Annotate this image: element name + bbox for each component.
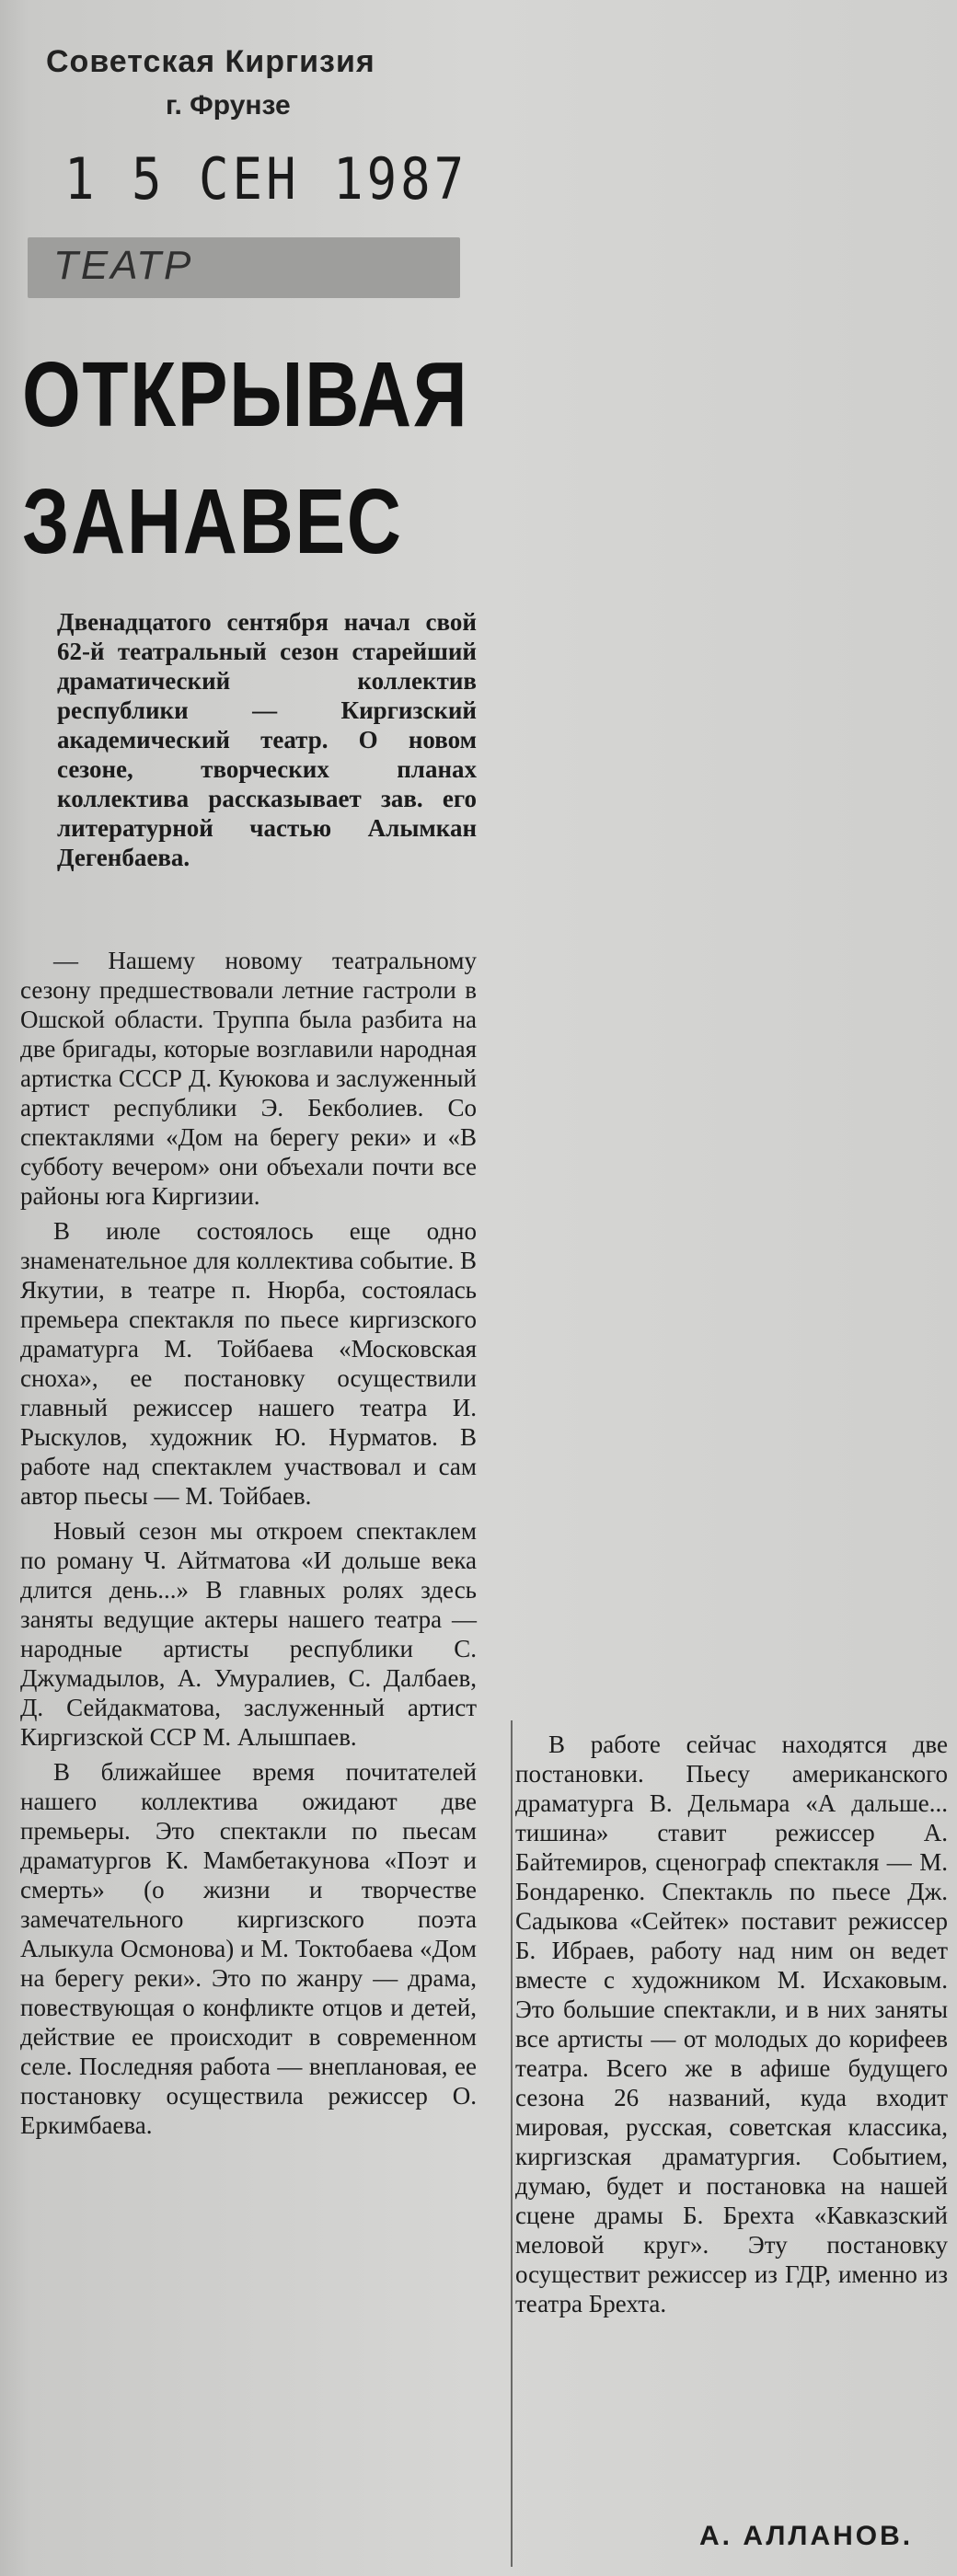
rubric-label: ТЕАТР: [53, 243, 194, 288]
article-body-right: [515, 1730, 948, 2318]
newspaper-city: г. Фрунзе: [166, 90, 291, 121]
article-headline: [22, 331, 469, 585]
lead-paragraph: Двенадцатого сентября начал свой 62-й театральный сезон старейший драматический коллектив республики — Киргизский академический театр. О новом сезоне, творческих планах коллектива рассказывает зав. его литературной частью Алымкан Дегенбаева.: [57, 608, 477, 871]
body-paragraph: В работе сейчас находятся две постановки. Пьесу американского драматурга В. Дельмара «А дальше... тишина» ставит режиссер А. Байтемиров, сценограф спектакля — М. Бондаренко. Спектакль по пьесе Дж. Садыкова «Сейтек» поставит режиссер Б. Ибраев, работу над ним он ведет вместе с художником М. Исхаковым. Это большие спектакли, и в них заняты все артисты — от молодых до корифеев театра. Всего же в афише будущего сезона 26 названий, куда входит мировая, русская, советская классика, киргизская драматургия. Событием, думаю, будет и постановка на нашей сцене драмы Б. Брехта «Кавказский меловой круг». Эту постановку осуществит режиссер из ГДР, именно из театра Брехта.: [515, 1731, 948, 2317]
newspaper-title: Советская Киргизия: [46, 44, 375, 79]
headline-line-1: ОТКРЫВАЯ: [22, 343, 469, 446]
author-signature: А. АЛЛАНОВ.: [699, 2521, 914, 2551]
headline-line-2: ЗАНАВЕС: [22, 470, 403, 573]
body-paragraph: Новый сезон мы откроем спектаклем по роману Ч. Айтматова «И дольше века длится день...» В главных ролях здесь заняты ведущие актеры нашего театра — народные артисты республики С. Джумадылов, А. Умуралиев, С. Далбаев, Д. Сейдакматова, заслуженный артист Киргизской ССР М. Алышпаев.: [20, 1517, 477, 1751]
article-lead: [20, 607, 477, 878]
article-body-left: [20, 946, 477, 2145]
article-clipping: [20, 18, 478, 2567]
column-divider: [511, 1720, 513, 2567]
date-stamp: 1 5 СЕН 1987: [64, 145, 468, 213]
rubric-banner: [28, 237, 460, 298]
body-paragraph: В ближайшее время почитателей нашего коллектива ожидают две премьеры. Это спектакли по пьесам драматургов К. Мамбетакунова «Поэт и смерть» (о жизни и творчестве замечательного киргизского поэта Алыкула Осмонова) и М. Токтобаева «Дом на берегу реки». Это по жанру — драма, повествующая о конфликте отцов и детей, действие ее происходит в современном селе. Последняя работа — внеплановая, ее постановку осуществила режиссер О. Еркимбаева.: [20, 1758, 477, 2139]
paper-header: [28, 26, 478, 228]
body-paragraph: В июле состоялось еще одно знаменательное для коллектива событие. В Якутии, в театре п. Нюрба, состоялась премьера спектакля по пьесе киргизского драматурга М. Тойбаева «Московская сноха», ее постановку осуществили главный режиссер нашего театра И. Рыскулов, художник Ю. Нурматов. В работе над спектаклем участвовал и сам автор пьесы — М. Тойбаев.: [20, 1217, 477, 1510]
body-paragraph: — Нашему новому театральному сезону предшествовали летние гастроли в Ошской области. Труппа была разбита на две бригады, которые возглавили народная артистка СССР Д. Куюкова и заслуженный артист республики Э. Бекболиев. Со спектаклями «Дом на берегу реки» и «В субботу вечером» они объехали почти все районы юга Киргизии.: [20, 947, 477, 1210]
